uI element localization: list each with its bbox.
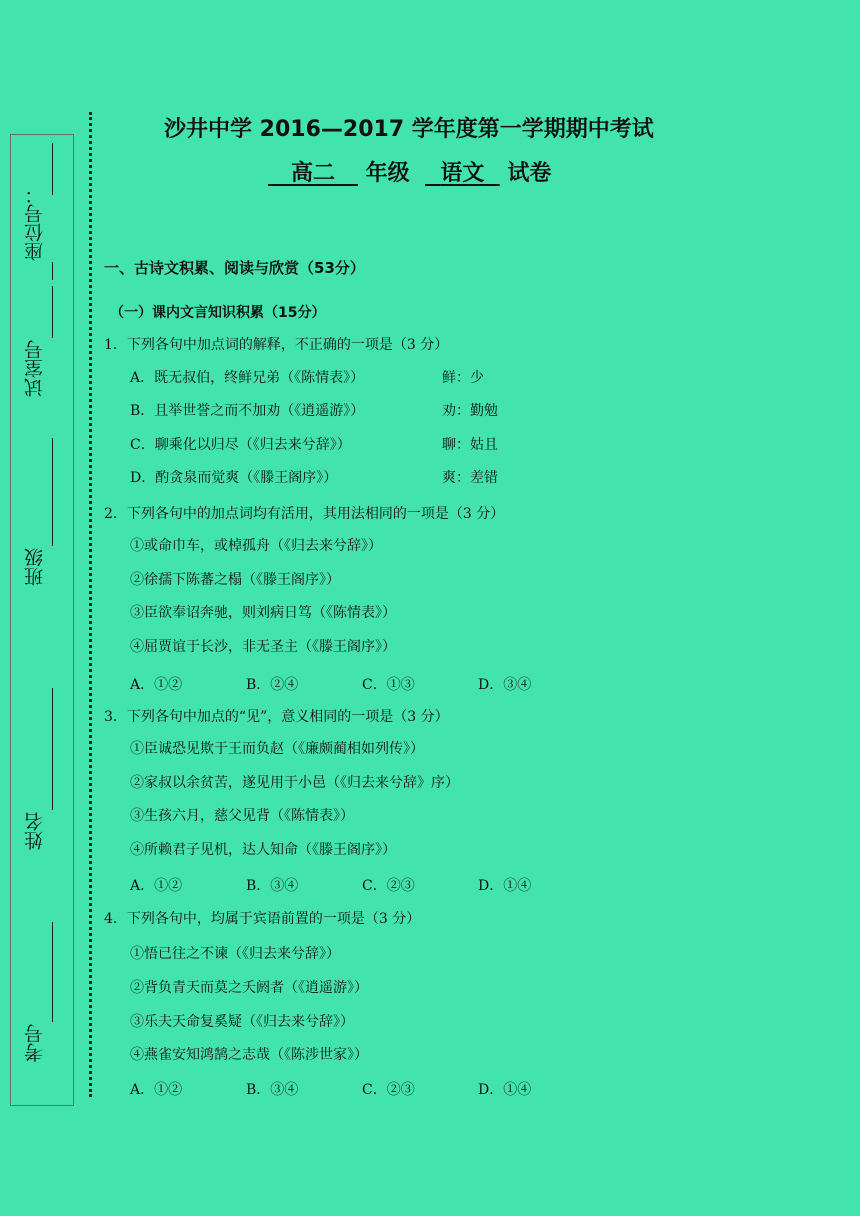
q2-item-3: ③臣欲奉诏奔驰，则刘病日笃（《陈情表》） <box>130 605 396 621</box>
seat-number-label: 座位号： <box>24 185 46 261</box>
q1-option-a: A．既无叔伯，终鲜兄弟（《陈情表》） <box>130 370 365 386</box>
subject-value: 语文 <box>440 161 485 186</box>
q3-item-2: ②家叔以余贫苦，遂见用于小邑（《归去来兮辞》序） <box>130 775 459 791</box>
seat-number-blank-2 <box>52 262 53 280</box>
q2-choice-a: A．①② <box>130 677 183 693</box>
q4-choice-b: B．③④ <box>246 1082 299 1098</box>
q2-choice-b: B．②④ <box>246 677 299 693</box>
exam-number-label: 考号 <box>24 1024 46 1062</box>
q3-choice-b: B．③④ <box>246 878 299 894</box>
q3-item-3: ③生孩六月，慈父见背（《陈情表》） <box>130 808 354 824</box>
subject-suffix: 试卷 <box>507 161 552 186</box>
grade-suffix: 年级 <box>365 161 410 186</box>
q1-meaning-d: 爽：差错 <box>442 470 498 486</box>
q2-stem: 2．下列各句中的加点词均有活用，其用法相同的一项是（3 分） <box>104 506 505 522</box>
q3-item-4: ④所赖君子见机，达人知命（《滕王阁序》） <box>130 842 396 858</box>
q1-option-c: C．聊乘化以归尽（《归去来兮辞》） <box>130 437 351 453</box>
q3-choice-d: D．①④ <box>478 878 532 894</box>
q1-option-b: B．且举世誉之而不加劝（《逍遥游》） <box>130 403 365 419</box>
q3-item-1: ①臣诚恐见欺于王而负赵（《廉颇蔺相如列传》） <box>130 741 424 757</box>
grade-value: 高二 <box>290 161 335 186</box>
class-label: 班级 <box>24 548 46 586</box>
binding-dotted-line <box>89 112 92 1097</box>
q1-meaning-a: 鲜：少 <box>442 370 484 386</box>
q4-item-4: ④燕雀安知鸿鹄之志哉（《陈涉世家》） <box>130 1047 368 1063</box>
q2-choice-c: C．①③ <box>362 677 415 693</box>
name-blank <box>52 688 53 810</box>
room-number-blank <box>52 286 53 338</box>
class-blank <box>52 438 53 546</box>
q4-item-3: ③乐夫天命复奚疑（《归去来兮辞》） <box>130 1014 354 1030</box>
q3-stem: 3．下列各句中加点的“见”，意义相同的一项是（3 分） <box>104 709 449 725</box>
subsection-heading: （一）课内文言知识积累（15分） <box>110 305 326 321</box>
q2-choice-d: D．③④ <box>478 677 532 693</box>
q2-item-4: ④屈贾谊于长沙，非无圣主（《滕王阁序》） <box>130 639 396 655</box>
exam-title: 沙井中学 2016—2017 学年度第一学期期中考试 <box>164 117 654 142</box>
exam-subtitle <box>268 156 551 187</box>
q4-item-2: ②背负青天而莫之夭阏者（《逍遥游》） <box>130 980 368 996</box>
name-label: 姓名 <box>24 812 46 850</box>
q3-choice-c: C．②③ <box>362 878 415 894</box>
q4-choice-a: A．①② <box>130 1082 183 1098</box>
student-info-box <box>10 134 74 1106</box>
grade-underline <box>268 161 358 186</box>
q4-choice-c: C．②③ <box>362 1082 415 1098</box>
q1-stem: 1．下列各句中加点词的解释，不正确的一项是（3 分） <box>104 337 449 353</box>
q2-item-2: ②徐孺下陈蕃之榻（《滕王阁序》） <box>130 572 340 588</box>
q1-meaning-b: 劝：勤勉 <box>442 403 498 419</box>
q4-choice-d: D．①④ <box>478 1082 532 1098</box>
q1-option-d: D．酌贪泉而觉爽（《滕王阁序》） <box>130 470 338 486</box>
q3-choice-a: A．①② <box>130 878 183 894</box>
q4-item-1: ①悟已往之不谏（《归去来兮辞》） <box>130 946 340 962</box>
subject-underline <box>425 161 500 186</box>
section-heading: 一、古诗文积累、阅读与欣赏（53分） <box>104 259 365 277</box>
seat-number-blank <box>52 143 53 195</box>
room-number-label: 试室号 <box>24 340 46 397</box>
q2-item-1: ①或命巾车，或棹孤舟（《归去来兮辞》） <box>130 538 382 554</box>
q1-meaning-c: 聊：姑且 <box>442 437 498 453</box>
exam-number-blank <box>52 922 53 1022</box>
q4-stem: 4．下列各句中，均属于宾语前置的一项是（3 分） <box>104 911 421 927</box>
